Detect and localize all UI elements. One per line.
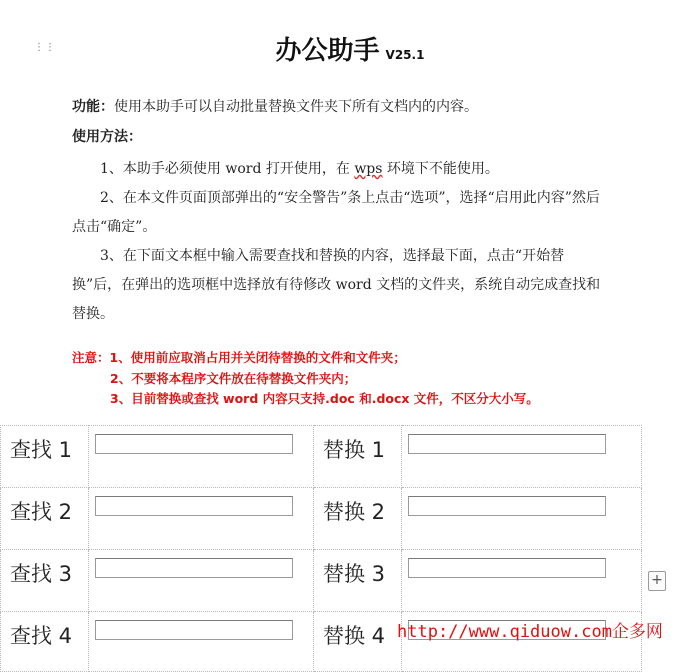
step-1 (72, 155, 607, 184)
table-row (1, 550, 642, 612)
replace-label-3: 替换 3 (323, 562, 386, 586)
step-1-text-end: 环境下不能使用。 (382, 161, 499, 177)
step-3: 3、在下面文本框中输入需要查找和替换的内容，选择最下面，点击“开始替换”后，在弹出的选项框中选择放有待修改 word 文档的文件夹，系统自动完成查找和替换。 (72, 248, 601, 322)
table-move-handle[interactable]: ⋮⋮ (34, 42, 56, 53)
add-row-button[interactable]: + (648, 571, 666, 591)
function-paragraph (72, 96, 607, 116)
step-2: 2、在本文件页面顶部弹出的“安全警告”条上点击“选项”，选择“启用此内容”然后点击“确定”。 (72, 190, 600, 235)
find-input-3[interactable] (95, 558, 293, 578)
replace-input-2[interactable] (408, 496, 606, 516)
page-title: 办公助手 (275, 36, 380, 66)
find-label-4: 查找 4 (10, 624, 73, 648)
function-text: 使用本助手可以自动批量替换文件夹下所有文档内的内容。 (114, 99, 478, 115)
step-1-text: 1、本助手必须使用 word 打开使用，在 (100, 161, 355, 177)
find-input-4[interactable] (95, 620, 293, 640)
find-input-2[interactable] (95, 496, 293, 516)
table-row (1, 488, 642, 550)
replace-label-2: 替换 2 (323, 500, 386, 524)
replace-input-3[interactable] (408, 558, 606, 578)
find-label-1: 查找 1 (10, 438, 73, 462)
title-row (0, 30, 700, 67)
step-1-wps: wps (354, 161, 383, 177)
usage-label: 使用方法： (72, 129, 142, 145)
replace-label-4: 替换 4 (323, 624, 386, 648)
watermark-text: http://www.qiduow.com企多网 (397, 622, 663, 642)
note-line-3: 3、目前替换或查找 word 内容只支持.doc 和.docx 文件，不区分大小写。 (110, 391, 539, 406)
note-line-2: 2、不要将本程序文件放在待替换文件夹内； (110, 371, 357, 386)
version-label: V25.1 (385, 48, 425, 62)
note-line-1: 注意：1、使用前应取消占用并关闭待替换的文件和文件夹； (72, 350, 406, 365)
function-label: 功能： (72, 99, 114, 115)
find-input-1[interactable] (95, 434, 293, 454)
table-row (1, 426, 642, 488)
find-label-3: 查找 3 (10, 562, 73, 586)
replace-label-1: 替换 1 (323, 438, 386, 462)
find-label-2: 查找 2 (10, 500, 73, 524)
replace-input-1[interactable] (408, 434, 606, 454)
